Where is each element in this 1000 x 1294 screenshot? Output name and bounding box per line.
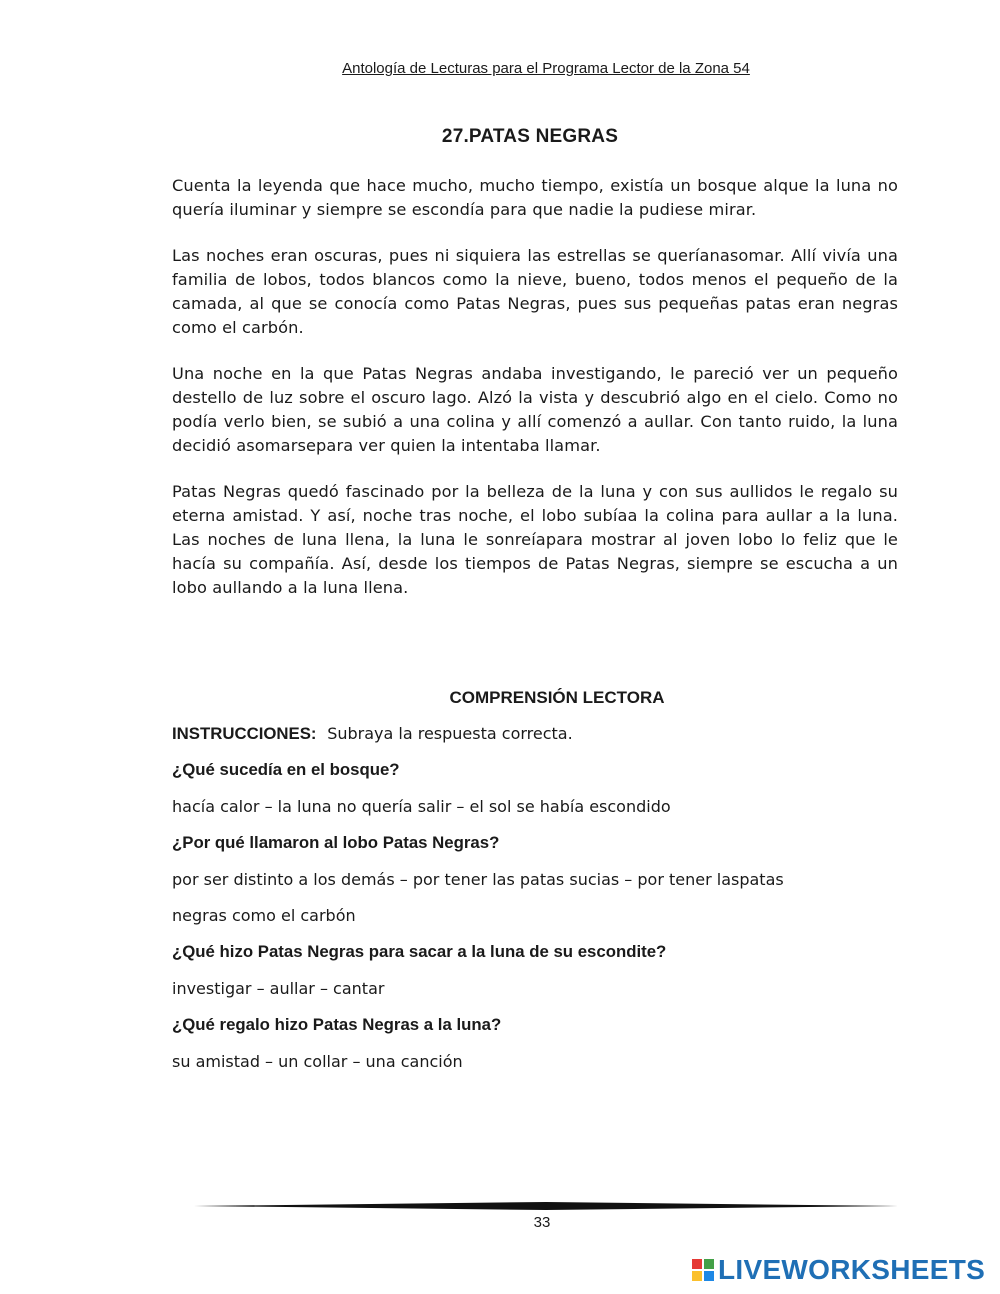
answer-options-1[interactable]: hacía calor – la luna no quería salir – el sol se había escondido — [172, 797, 671, 816]
story-paragraph: Cuenta la leyenda que hace mucho, mucho tiempo, existía un bosque alque la luna no quería iluminar y siempre se escondía para que nadie la pudiese mirar. — [172, 176, 898, 219]
instructions-label: INSTRUCCIONES: — [172, 724, 317, 743]
answer-options-2-continued[interactable]: negras como el carbón — [172, 906, 356, 925]
answer-options-3[interactable]: investigar – aullar – cantar — [172, 979, 385, 998]
question-2: ¿Por qué llamaron al lobo Patas Negras? — [172, 833, 500, 852]
footer-divider — [194, 1200, 898, 1212]
logo-wordmark: LIVEWORKSHEETS — [718, 1254, 986, 1285]
instructions-text: Subraya la respuesta correcta. — [327, 724, 573, 743]
answer-options-4[interactable]: su amistad – un collar – una canción — [172, 1052, 463, 1071]
instructions — [172, 724, 932, 744]
story-paragraph: Una noche en la que Patas Negras andaba investigando, le pareció ver un pequeño destello de luz sobre el oscuro lago. Alzó la vista y descubrió algo en el cielo. Como no podía verlo bien, se subió a una colina y allí comenzó a aullar. Con tanto ruido, la luna decidió asomarsepara ver quien la intentaba llamar. — [172, 364, 898, 455]
page-number: 33 — [533, 1214, 551, 1231]
answer-options-2[interactable]: por ser distinto a los demás – por tener las patas sucias – por tener laspatas — [172, 870, 784, 889]
story-paragraph: Patas Negras quedó fascinado por la belleza de la luna y con sus aullidos le regalo su eterna amistad. Y así, noche tras noche, el lobo subíaa la colina para aullar a la luna. Las noches de luna llena, la luna le sonreíapara mostrar al joven lobo lo feliz que le hacía su compañía. Así, desde los tiempos de Patas Negras, siempre se escucha a un lobo aullando a la luna llena. — [172, 482, 898, 597]
story-body — [172, 174, 898, 622]
question-4: ¿Qué regalo hizo Patas Negras a la luna? — [172, 1015, 502, 1034]
running-header: Antología de Lecturas para el Programa Lector de la Zona 54 — [342, 60, 750, 77]
logo-squares-icon — [692, 1259, 714, 1281]
story-paragraph: Las noches eran oscuras, pues ni siquiera las estrellas se queríanasomar. Allí vivía una familia de lobos, todos blancos como la nieve, bueno, todos menos el pequeño de la camada, al que se conocía como Patas Negras, pues sus pequeñas patas eran negras como el carbón. — [172, 246, 898, 337]
question-1: ¿Qué sucedía en el bosque? — [172, 760, 400, 779]
page-title: 27.PATAS NEGRAS — [441, 126, 619, 147]
comprehension-title: COMPRENSIÓN LECTORA — [449, 688, 665, 707]
question-3: ¿Qué hizo Patas Negras para sacar a la luna de su escondite? — [172, 942, 667, 961]
liveworksheets-logo — [692, 1254, 985, 1286]
